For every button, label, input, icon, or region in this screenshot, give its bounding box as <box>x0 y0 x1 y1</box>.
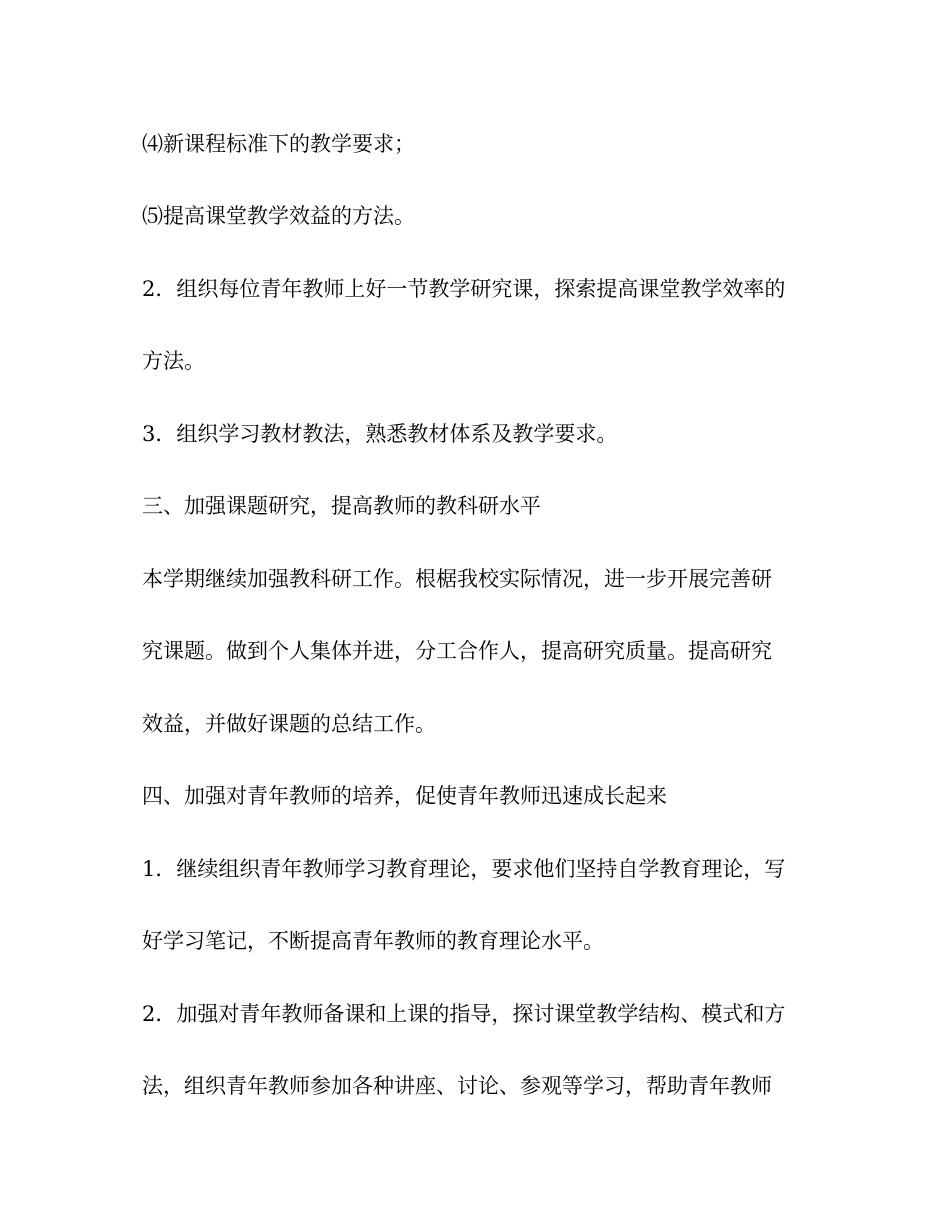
paragraph-research-work: 本学期继续加强教科研工作。根椐我校实际情况，进一步开展完善研 <box>142 567 772 591</box>
paragraph-research-work-cont-1: 究课题。做到个人集体并进，分工合作人，提高研究质量。提高研究 <box>142 639 772 663</box>
paragraph-lesson-guidance-cont: 法，组织青年教师参加各种讲座、讨论、参观等学习，帮助青年教师 <box>142 1074 772 1098</box>
paragraph-research-lesson-cont: 方法。 <box>142 349 205 373</box>
paragraph-theory-study: 1．继续组织青年教师学习教育理论，要求他们坚持自学教育理论，写 <box>142 857 786 881</box>
paragraph-theory-study-cont: 好学习笔记，不断提高青年教师的教育理论水平。 <box>142 929 604 953</box>
section-heading-young-teachers: 四、加强对青年教师的培养，促使青年教师迅速成长起来 <box>142 784 667 808</box>
section-heading-research: 三、加强课题研究，提高教师的教科研水平 <box>142 494 541 518</box>
paragraph-research-work-cont-2: 效益，并做好课题的总结工作。 <box>142 712 436 736</box>
paragraph-lesson-guidance: 2．加强对青年教师备课和上课的指导，探讨课堂教学结构、模式和方 <box>142 1002 786 1026</box>
list-item-teaching-requirements: ⑷新课程标准下的教学要求； <box>142 132 415 156</box>
list-item-teaching-efficiency-methods: ⑸提高课堂教学效益的方法。 <box>142 204 415 228</box>
paragraph-textbook-study: 3．组织学习教材教法，熟悉教材体系及教学要求。 <box>142 422 618 446</box>
paragraph-research-lesson: 2．组织每位青年教师上好一节教学研究课，探索提高课堂教学效率的 <box>142 277 786 301</box>
